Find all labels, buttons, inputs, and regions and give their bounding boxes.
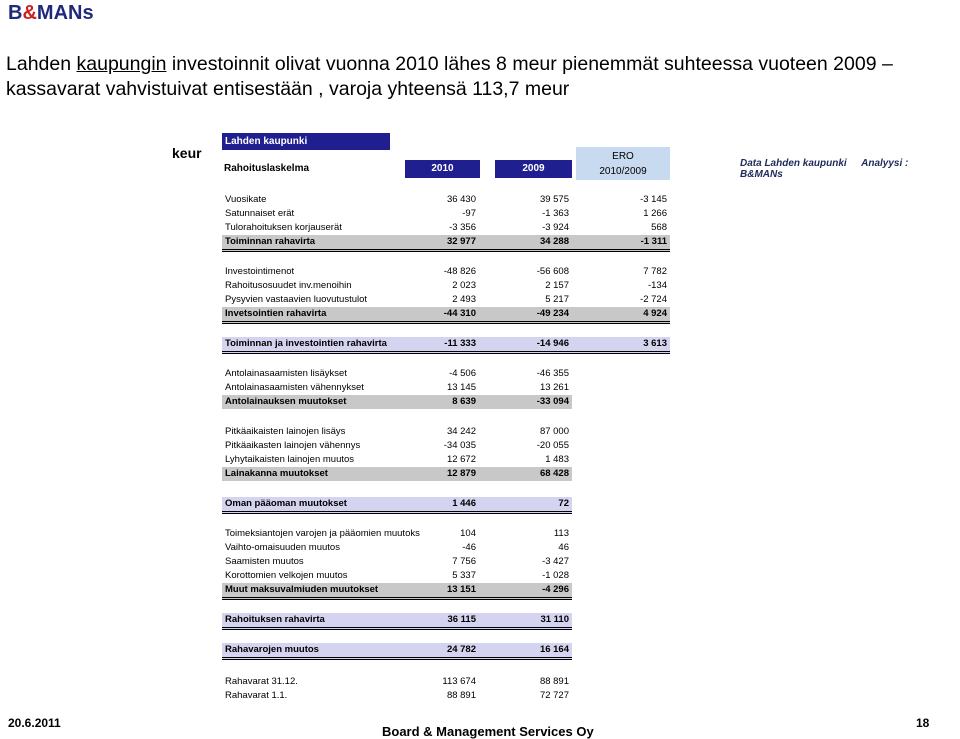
value-ero: -134 xyxy=(647,280,667,291)
value-2009: -3 427 xyxy=(542,556,569,567)
value-2010: 113 674 xyxy=(442,676,476,687)
table-row xyxy=(222,367,670,381)
page-title xyxy=(6,52,951,102)
value-2010: 104 xyxy=(460,528,476,539)
table-row xyxy=(222,235,670,252)
row-label: Toiminnan rahavirta xyxy=(225,236,316,247)
value-2009: -49 234 xyxy=(536,308,569,319)
value-2009: 113 xyxy=(553,528,569,539)
table-row xyxy=(222,425,670,439)
value-2009: -1 028 xyxy=(542,570,569,581)
value-ero: 1 266 xyxy=(643,208,667,219)
table-row xyxy=(222,467,572,481)
value-2010: 5 337 xyxy=(452,570,476,581)
value-2009: -4 296 xyxy=(542,584,569,595)
row-label: Pysyvien vastaavien luovutustulot xyxy=(225,294,368,305)
value-ero: 568 xyxy=(651,222,667,233)
table-row xyxy=(222,265,670,279)
brand-amp: & xyxy=(22,2,37,24)
row-label: Rahavarojen muutos xyxy=(225,644,319,655)
table-row xyxy=(222,337,670,354)
value-2010: -97 xyxy=(462,208,476,219)
table-row xyxy=(222,381,670,395)
value-2009: -20 055 xyxy=(536,440,569,451)
value-2010: 1 446 xyxy=(452,498,476,509)
value-2010: 13 145 xyxy=(446,382,476,393)
value-2010: 12 672 xyxy=(446,454,476,465)
column-header-ero xyxy=(576,147,670,180)
table-row xyxy=(222,689,670,703)
table-row xyxy=(222,675,670,689)
title-post: investoinnit olivat vuonna 2010 lähes 8 meur pienemmät suhteessa vuoteen 2009 – kassavarat vahvistuivat entisestään , varoja yhteensä 113,7 meur xyxy=(6,53,893,100)
row-label: Antolainauksen muutokset xyxy=(225,396,347,407)
row-label: Oman pääoman muutokset xyxy=(225,498,347,509)
brand-b: B xyxy=(8,2,23,24)
ero-sub-label: 2010/2009 xyxy=(599,166,647,177)
value-2010: 2 023 xyxy=(452,280,476,291)
value-2010: 7 756 xyxy=(452,556,476,567)
value-2010: -46 xyxy=(462,542,476,553)
statement-label: Rahoituslaskelma xyxy=(224,163,310,174)
value-2010: 34 242 xyxy=(446,426,476,437)
table-row xyxy=(222,569,670,583)
row-label: Tulorahoituksen korjauserät xyxy=(225,222,342,233)
table-row xyxy=(222,293,670,307)
value-2010: -11 333 xyxy=(444,338,476,349)
value-ero: 4 924 xyxy=(643,308,667,319)
page-number: 18 xyxy=(916,716,930,730)
row-label: Lyhytaikaisten lainojen muutos xyxy=(225,454,355,465)
table-row xyxy=(222,555,670,569)
value-2009: 39 575 xyxy=(539,194,569,205)
row-label: Lainakanna muutokset xyxy=(225,468,328,479)
value-2009: 46 xyxy=(558,542,569,553)
value-2009: 88 891 xyxy=(539,676,569,687)
row-label: Toimeksiantojen varojen ja pääomien muutoks xyxy=(225,528,420,539)
table-row xyxy=(222,193,670,207)
table-row xyxy=(222,439,670,453)
row-label: Investointimenot xyxy=(225,266,295,277)
value-ero: 7 782 xyxy=(643,266,667,277)
value-2010: 8 639 xyxy=(452,396,476,407)
table-row xyxy=(222,453,670,467)
value-2009: 2 157 xyxy=(545,280,569,291)
table-row xyxy=(222,497,572,514)
value-2010: 12 879 xyxy=(446,468,476,479)
value-2010: 32 977 xyxy=(446,236,476,247)
value-2009: 13 261 xyxy=(539,382,569,393)
row-label: Antolainasaamisten lisäykset xyxy=(225,368,347,379)
value-ero: -1 311 xyxy=(640,236,667,247)
unit-label: keur xyxy=(172,145,202,161)
row-label: Rahoituksen rahavirta xyxy=(225,614,325,625)
row-label: Saamisten muutos xyxy=(225,556,304,567)
value-2010: 24 782 xyxy=(446,644,476,655)
table-row xyxy=(222,613,572,630)
ero-label: ERO xyxy=(612,151,634,162)
value-2010: -34 035 xyxy=(443,440,476,451)
table-row xyxy=(222,643,572,660)
value-2009: 87 000 xyxy=(539,426,569,437)
value-2010: 36 115 xyxy=(447,614,476,625)
source-analysis: Analyysi : B&MANs xyxy=(740,158,909,180)
column-header-2009: 2009 xyxy=(495,160,572,178)
value-2010: 13 151 xyxy=(446,584,476,595)
value-2009: 34 288 xyxy=(539,236,569,247)
row-label: Rahoitusosuudet inv.menoihin xyxy=(225,280,352,291)
value-2009: -33 094 xyxy=(536,396,569,407)
value-2010: 2 493 xyxy=(452,294,476,305)
value-ero: -2 724 xyxy=(640,294,667,305)
column-header-2010: 2010 xyxy=(405,160,480,178)
table-row xyxy=(222,307,670,324)
value-2010: 88 891 xyxy=(446,690,476,701)
row-label: Korottomien velkojen muutos xyxy=(225,570,348,581)
table-row xyxy=(222,221,670,235)
row-label: Vaihto-omaisuuden muutos xyxy=(225,542,340,553)
source-note xyxy=(740,158,960,180)
source-data: Data Lahden kaupunki xyxy=(740,158,847,169)
row-label: Toiminnan ja investointien rahavirta xyxy=(225,338,387,349)
brand-mans: MANs xyxy=(36,2,94,24)
value-2009: 1 483 xyxy=(545,454,569,465)
row-label: Rahavarat 31.12. xyxy=(225,676,298,687)
row-label: Invetsointien rahavirta xyxy=(225,308,327,319)
title-pre: Lahden xyxy=(6,53,77,75)
value-2009: -3 924 xyxy=(542,222,569,233)
value-2009: 68 428 xyxy=(539,468,569,479)
row-label: Pitkäaikaisten lainojen lisäys xyxy=(225,426,346,437)
value-2009: 72 xyxy=(558,498,569,509)
value-2009: -1 363 xyxy=(542,208,569,219)
value-ero: -3 145 xyxy=(640,194,667,205)
row-label: Vuosikate xyxy=(225,194,267,205)
row-label: Muut maksuvalmiuden muutokset xyxy=(225,584,379,595)
value-2009: 72 727 xyxy=(539,690,569,701)
value-2009: -46 355 xyxy=(536,368,569,379)
table-row xyxy=(222,395,572,409)
value-2010: -4 506 xyxy=(449,368,476,379)
value-2010: -48 826 xyxy=(443,266,476,277)
entity-header: Lahden kaupunki xyxy=(222,133,390,150)
value-ero: 3 613 xyxy=(643,338,667,349)
row-label: Rahavarat 1.1. xyxy=(225,690,288,701)
brand-logo xyxy=(8,2,94,25)
row-label: Satunnaiset erät xyxy=(225,208,295,219)
value-2009: -56 608 xyxy=(536,266,569,277)
value-2009: -14 946 xyxy=(536,338,569,349)
table-row xyxy=(222,279,670,293)
value-2009: 5 217 xyxy=(545,294,569,305)
table-row xyxy=(222,207,670,221)
footer-date: 20.6.2011 xyxy=(8,716,61,730)
table-row xyxy=(222,541,670,555)
value-2010: -44 310 xyxy=(443,308,476,319)
row-label: Antolainasaamisten vähennykset xyxy=(225,382,364,393)
value-2009: 31 110 xyxy=(540,614,569,625)
table-row xyxy=(222,583,572,600)
value-2010: -3 356 xyxy=(449,222,476,233)
table-row xyxy=(222,527,670,541)
footer-company: Board & Management Services Oy xyxy=(382,724,594,739)
title-underlined: kaupungin xyxy=(76,53,167,75)
row-label: Pitkäaikasten lainojen vähennys xyxy=(225,440,361,451)
value-2010: 36 430 xyxy=(446,194,476,205)
value-2009: 16 164 xyxy=(539,644,569,655)
